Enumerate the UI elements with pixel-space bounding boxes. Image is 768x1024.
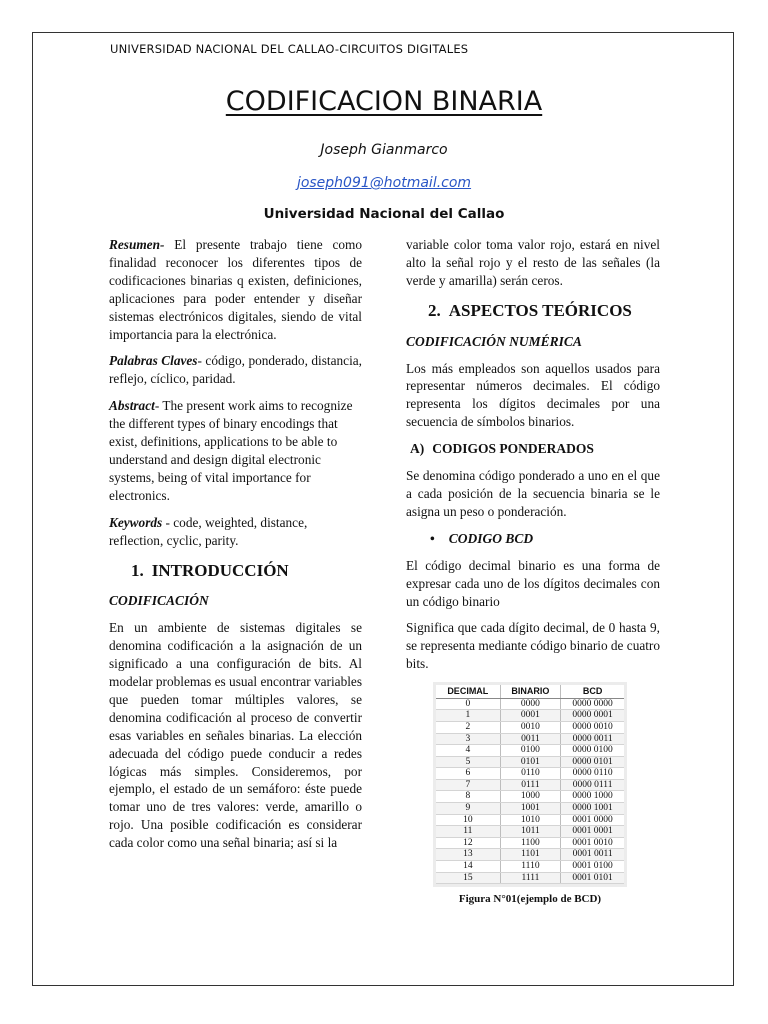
- resumen-label: Resumen-: [109, 237, 165, 252]
- table-cell: 3: [436, 733, 500, 745]
- section-number: 2.: [428, 300, 441, 320]
- table-row: [436, 872, 624, 884]
- section-heading-introduccion: [109, 562, 362, 580]
- table-cell: 0011: [500, 733, 561, 745]
- table-cell: 0001 0010: [561, 837, 624, 849]
- table-cell: 10: [436, 814, 500, 826]
- table-row: [436, 721, 624, 733]
- table-cell: 0001 0011: [561, 849, 624, 861]
- bcd-paragraph-1: El código decimal binario es una forma de expresar cada uno de los dígitos decimales con un código binario: [406, 557, 660, 609]
- table-row: [436, 733, 624, 745]
- table-cell: 6: [436, 768, 500, 780]
- table-cell: 0000 0101: [561, 756, 624, 768]
- bcd-col-header-bcd: BCD: [561, 685, 624, 698]
- table-cell: 0100: [500, 745, 561, 757]
- table-cell: 0001: [500, 710, 561, 722]
- continuation-paragraph: variable color toma valor rojo, estará en nivel alto la señal rojo y el resto de las señales (la verde y amarilla) serán ceros.: [406, 237, 660, 288]
- table-cell: 1001: [500, 803, 561, 815]
- table-cell: 1100: [500, 837, 561, 849]
- table-cell: 1101: [500, 849, 561, 861]
- table-cell: 0111: [500, 779, 561, 791]
- table-cell: 0001 0000: [561, 814, 624, 826]
- table-cell: 0101: [500, 756, 561, 768]
- section-number: 1.: [131, 560, 144, 580]
- resumen-text: El presente trabajo tiene como finalidad reconocer los diferentes tipos de codificaciones binarias q existen, definiciones, aplicaciones para poder entender y diseñar sistemas electrónicos digitales, siendo de vital importancia para la electrónica.: [109, 237, 362, 342]
- bcd-table-header-row: [436, 685, 624, 698]
- table-cell: 2: [436, 721, 500, 733]
- keywords-label: Keywords: [109, 514, 163, 530]
- table-cell: 7: [436, 779, 500, 791]
- table-row: [436, 698, 624, 710]
- subheading-letter: A): [410, 441, 425, 457]
- table-row: [436, 779, 624, 791]
- table-cell: 13: [436, 849, 500, 861]
- author-email-link[interactable]: joseph091@hotmail.com: [296, 175, 472, 191]
- figure-caption: Figura N°01(ejemplo de BCD): [458, 893, 602, 906]
- keywords-text: - code, weighted, distance, reflection, cyclic, parity.: [109, 514, 308, 548]
- table-cell: 1000: [500, 791, 561, 803]
- bcd-col-header-decimal: DECIMAL: [436, 685, 500, 698]
- table-cell: 5: [436, 756, 500, 768]
- abstract-paragraph: [109, 397, 362, 504]
- running-head: UNIVERSIDAD NACIONAL DEL CALLAO-CIRCUITOS DIGITALES: [110, 42, 469, 56]
- table-cell: 0000 0011: [561, 733, 624, 745]
- table-row: [436, 745, 624, 757]
- ponderado-paragraph: Se denomina código ponderado a uno en el que a cada posición de la secuencia binaria se le asigna un peso o ponderación.: [406, 468, 660, 519]
- table-cell: 1011: [500, 826, 561, 838]
- table-row: [436, 756, 624, 768]
- keywords-paragraph: [109, 514, 362, 550]
- subheading-title: CODIGOS PONDERADOS: [432, 441, 594, 457]
- palabras-claves-label: Palabras Claves: [109, 353, 198, 369]
- table-cell: 9: [436, 803, 500, 815]
- table-row: [436, 791, 624, 803]
- author-affiliation: Universidad Nacional del Callao: [263, 206, 505, 222]
- table-cell: 0000 0000: [561, 698, 624, 710]
- bcd-table: [436, 685, 624, 884]
- table-cell: 1111: [500, 872, 561, 884]
- paper-title: CODIFICACION BINARIA: [225, 86, 543, 117]
- table-cell: 12: [436, 837, 500, 849]
- table-cell: 0000 1000: [561, 791, 624, 803]
- bullet-codigo-bcd: [406, 530, 660, 548]
- bcd-paragraph-2: Significa que cada dígito decimal, de 0 hasta 9, se representa mediante código binario de cuatro bits.: [406, 620, 661, 672]
- table-cell: 15: [436, 872, 500, 884]
- section-title: ASPECTOS TEÓRICOS: [448, 300, 632, 320]
- table-row: [436, 803, 624, 815]
- table-row: [436, 710, 624, 722]
- table-cell: 4: [436, 745, 500, 757]
- bullet-dot-icon: •: [430, 530, 435, 546]
- table-cell: 0000 0110: [561, 768, 624, 780]
- bullet-label: CODIGO BCD: [448, 530, 534, 546]
- bcd-table-body: [436, 698, 624, 884]
- table-cell: 8: [436, 791, 500, 803]
- left-column: [109, 236, 362, 861]
- table-row: [436, 849, 624, 861]
- table-cell: 0000: [500, 698, 561, 710]
- table-row: [436, 768, 624, 780]
- table-cell: 0000 0001: [561, 710, 624, 722]
- palabras-claves-paragraph: [109, 352, 362, 388]
- table-cell: 0010: [500, 721, 561, 733]
- subheading-codificacion-numerica: CODIFICACIÓN NUMÉRICA: [406, 333, 582, 349]
- table-row: [436, 814, 624, 826]
- table-cell: 0110: [500, 768, 561, 780]
- numerica-paragraph: Los más empleados son aquellos usados para representar números decimales. El código representa los dígitos decimales por una secuencia de símbolos binarios.: [406, 360, 660, 430]
- palabras-claves-text: - código, ponderado, distancia, reflejo, cíclico, paridad.: [109, 353, 362, 387]
- table-cell: 0001 0001: [561, 826, 624, 838]
- section-title: INTRODUCCIÓN: [151, 560, 289, 580]
- table-cell: 1: [436, 710, 500, 722]
- bcd-col-header-binario: BINARIO: [500, 685, 561, 698]
- figure-bcd: [436, 685, 624, 909]
- table-cell: 0001 0101: [561, 872, 624, 884]
- table-cell: 0: [436, 698, 500, 710]
- table-cell: 11: [436, 826, 500, 838]
- resumen-paragraph: [109, 236, 362, 343]
- section-heading-aspectos-teoricos: [406, 302, 660, 320]
- abstract-label: Abstract: [109, 398, 155, 414]
- right-column: [406, 236, 660, 909]
- table-cell: 1010: [500, 814, 561, 826]
- subheading-codigos-ponderados: [406, 440, 660, 458]
- table-row: [436, 826, 624, 838]
- table-cell: 0000 1001: [561, 803, 624, 815]
- subheading-codificacion: CODIFICACIÓN: [109, 593, 209, 609]
- table-cell: 0000 0010: [561, 721, 624, 733]
- abstract-text: - The present work aims to recognize the different types of binary encodings that exist, definitions, applications to be able to understand and design digital electronic systems, being of vital importance for electronics.: [109, 398, 353, 503]
- table-cell: 0000 0100: [561, 745, 624, 757]
- author-name: Joseph Gianmarco: [320, 142, 448, 158]
- table-row: [436, 861, 624, 873]
- intro-paragraph: En un ambiente de sistemas digitales se denomina codificación a la asignación de un significado a una configuración de bits. Al modelar problemas es usual encontrar variables que pueden tomar múltiples valores, se denomina codificación al proceso de convertir esas variables en señales binarias. La elección adecuada del código puede conducir a redes lógicas más simples. Consideremos, por ejemplo, el estado de un semáforo: éste puede tomar uno de tres valores: verde, amarillo o rojo. Una posible codificación es considerar cada color como una señal binaria; así si la: [109, 620, 362, 851]
- table-cell: 0001 0100: [561, 861, 624, 873]
- table-row: [436, 837, 624, 849]
- table-cell: 14: [436, 861, 500, 873]
- table-cell: 1110: [500, 861, 561, 873]
- table-cell: 0000 0111: [561, 779, 624, 791]
